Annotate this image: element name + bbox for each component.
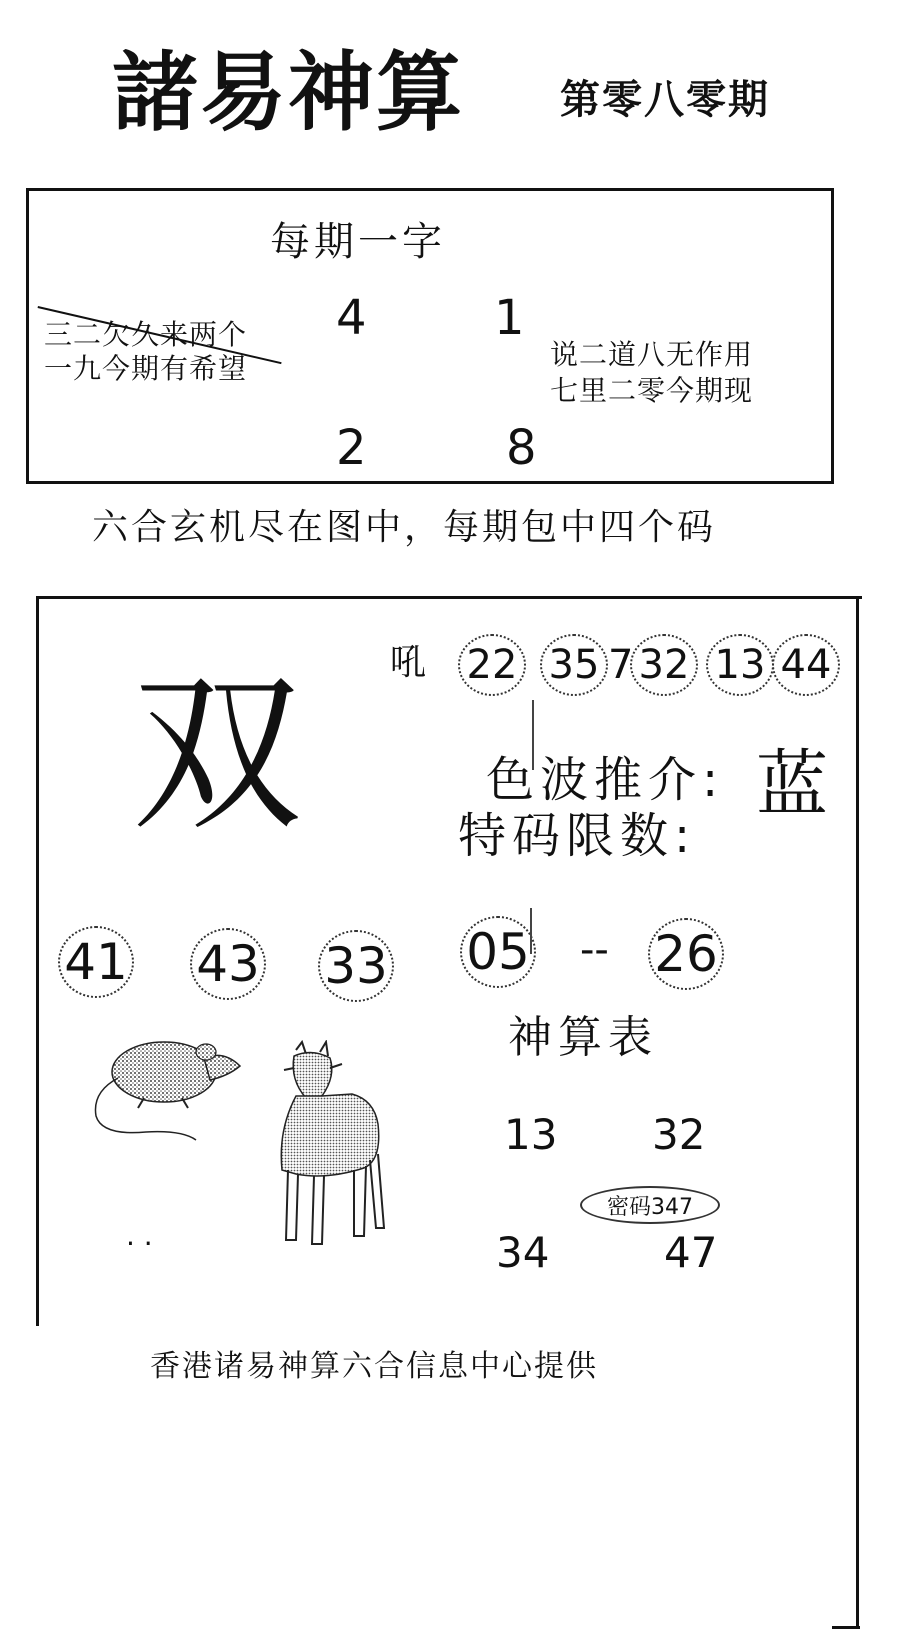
table-number: 47 [664,1228,718,1277]
slogan: 六合玄机尽在图中，每期包中四个码 [92,507,717,548]
number-4: 4 [336,290,367,346]
poem-right-line-2: 七里二零今期现 [550,374,754,407]
number-1: 1 [494,290,525,346]
circled-number: 32 [630,634,698,696]
range-from: 05 [460,916,536,988]
rat-icon [86,1036,256,1166]
circled-number: 44 [772,634,840,696]
number-8: 8 [506,420,537,476]
poem-right-line-1: 说二道八无作用 [550,338,754,371]
stray-line [530,908,532,954]
special-limit-label: 特码限数: [458,808,697,864]
goat-icon [266,1040,396,1252]
color-wave-label: 色波推介: [486,752,725,808]
hou-character: 吼 [390,642,427,683]
range-to: 26 [648,918,724,990]
dots: . . [126,1219,153,1252]
circled-number: 22 [458,634,526,696]
loose-digit: 7 [608,642,634,688]
poem-left-line-1: 三二欠久来两个 [44,318,248,351]
footer-credit: 香港诸易神算六合信息中心提供 [150,1349,598,1384]
main-box-right-border [856,596,859,1628]
poem-left-line-2: 一九今期有希望 [44,352,248,385]
page-title: 諸易神算 [112,42,464,143]
circled-number: 41 [58,926,134,998]
issue-number: 第零八零期 [560,76,770,123]
table-heading: 神算表 [508,1012,658,1063]
circled-number: 13 [706,634,774,696]
circled-number: 43 [190,928,266,1000]
circled-number: 35 [540,634,608,696]
number-2: 2 [336,420,367,476]
secret-code-badge: 密码347 [580,1186,720,1224]
table-number: 13 [504,1110,558,1159]
color-wave-value: 蓝 [756,742,829,826]
range-separator: -- [580,927,609,973]
table-number: 32 [652,1110,706,1159]
box-heading: 每期一字 [270,219,446,265]
table-number: 34 [496,1228,550,1277]
circled-number: 33 [318,930,394,1002]
big-character: 双 [132,656,303,854]
